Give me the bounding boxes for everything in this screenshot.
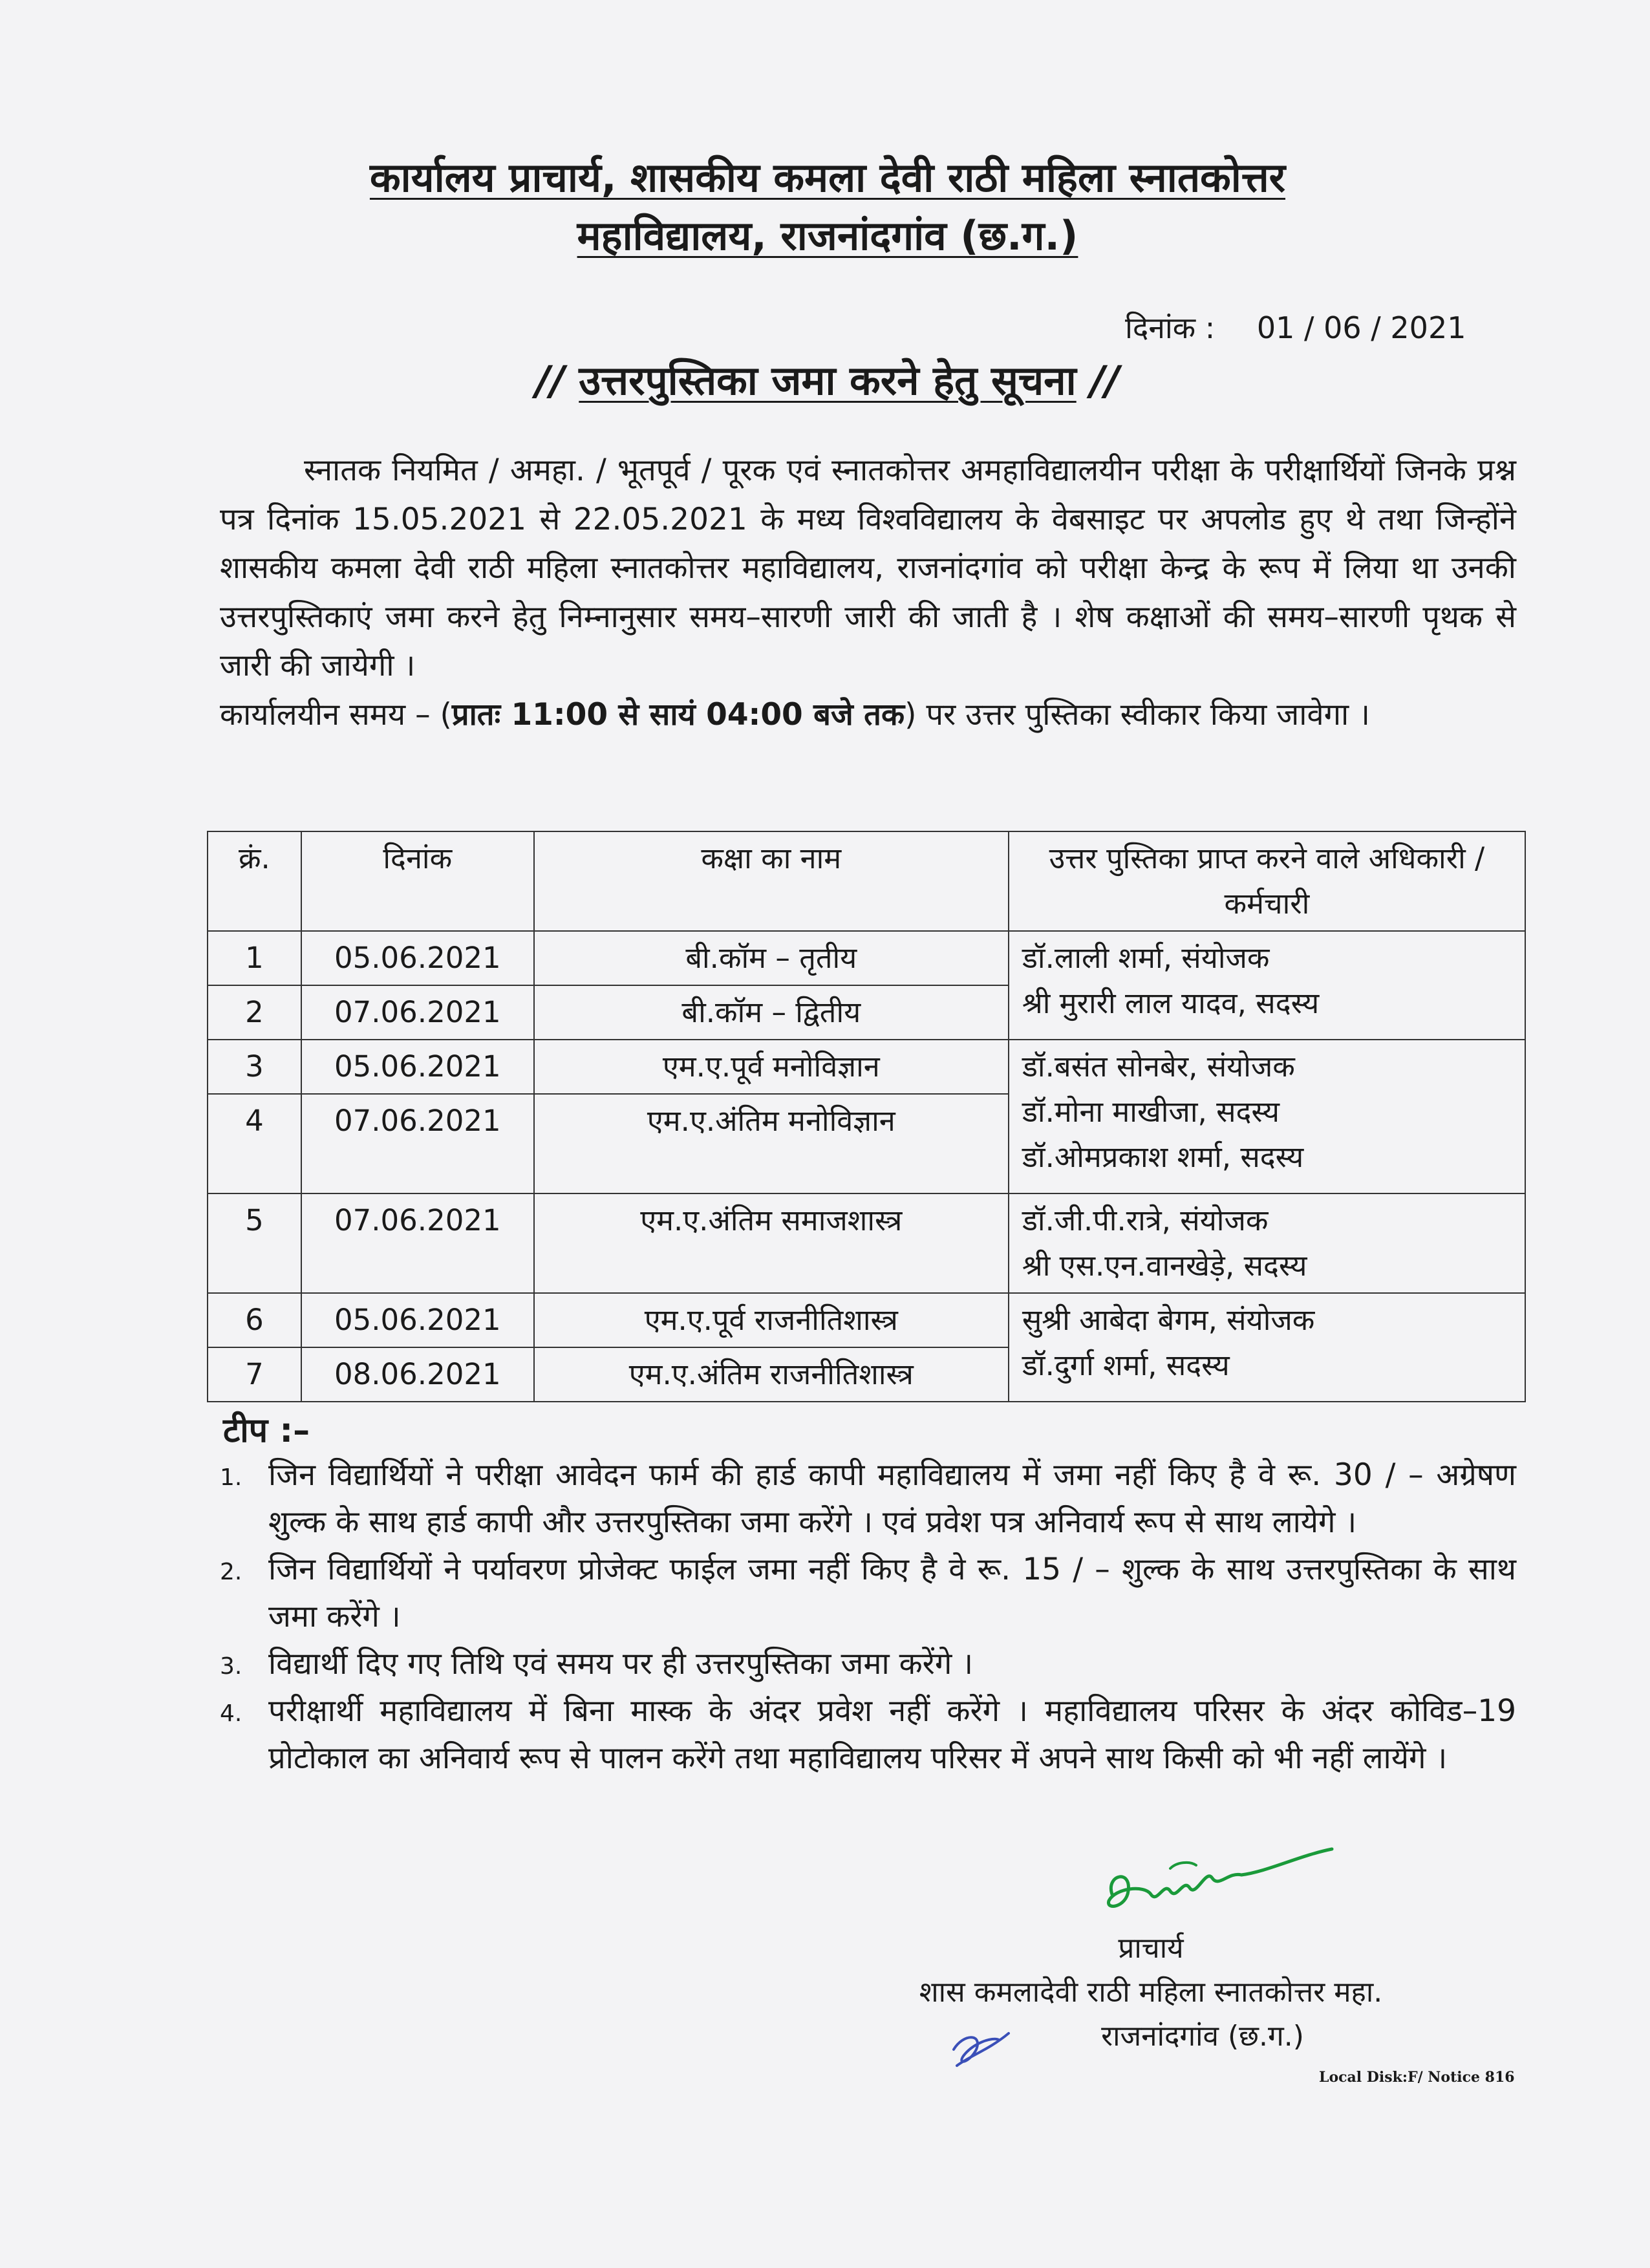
body-paragraph-1: [220, 446, 1516, 690]
row-class: एम.ए.पूर्व राजनीतिशास्त्र: [534, 1293, 1009, 1347]
header-class: कक्षा का नाम: [534, 831, 1009, 931]
officer-name: डॉ.बसंत सोनबेर, संयोजक: [1022, 1049, 1295, 1084]
date-value: 01 / 06 / 2021: [1256, 310, 1466, 345]
row-serial: 1: [208, 931, 301, 985]
tip-number: 3.: [220, 1653, 242, 1680]
tip-number: 2.: [220, 1559, 242, 1585]
list-item: [220, 1687, 1516, 1782]
schedule-table: [207, 831, 1526, 1402]
officer-name: डॉ.लाली शर्मा, संयोजक: [1022, 941, 1270, 975]
officer-name: डॉ.दुर्गा शर्मा, सदस्य: [1022, 1348, 1230, 1382]
office-hours-prefix: कार्यालयीन समय – (: [220, 696, 452, 733]
office-header: [194, 149, 1461, 265]
table-row: [208, 1040, 1525, 1094]
row-date: 05.06.2021: [301, 1040, 534, 1094]
tip-number: 1.: [220, 1464, 242, 1491]
row-date: 07.06.2021: [301, 1193, 534, 1293]
title-slash-open: //: [535, 357, 565, 404]
office-hours: प्रातः 11:00 से सायं 04:00 बजे तक: [451, 696, 905, 733]
title-slash-close: //: [1090, 357, 1120, 404]
officer-name: श्री मुरारी लाल यादव, सदस्य: [1022, 986, 1320, 1020]
header-line-1: कार्यालय प्राचार्य, शासकीय कमला देवी राठी महिला स्नातकोत्तर: [369, 154, 1286, 201]
officer-cell: [1009, 1293, 1525, 1402]
row-class: बी.कॉम – द्वितीय: [534, 985, 1009, 1040]
table-row: [208, 1193, 1525, 1293]
date-label: दिनांक :: [1125, 310, 1216, 345]
notice-title: [194, 352, 1461, 407]
tip-text: जिन विद्यार्थियों ने पर्यावरण प्रोजेक्ट फाईल जमा नहीं किए है वे रू. 15 / – शुल्क के साथ उत्तरपुस्तिका के साथ जमा करेंगे ।: [268, 1552, 1516, 1634]
row-date: 08.06.2021: [301, 1347, 534, 1402]
notice-body: [220, 446, 1516, 739]
tip-text: जिन विद्यार्थियों ने परीक्षा आवेदन फार्म की हार्ड कापी महाविद्यालय में जमा नहीं किए है वे रू. 30 / – अग्रेषण शुल्क के साथ हार्ड कापी और उत्तरपुस्तिका जमा करेंगे । एवं प्रवेश पत्र अनिवार्य रूप से साथ लायेगे ।: [268, 1457, 1516, 1540]
office-hours-suffix: ) पर उत्तर पुस्तिका स्वीकार किया जावेगा ।: [905, 696, 1370, 733]
row-date: 05.06.2021: [301, 1293, 534, 1347]
notice-date: [1125, 307, 1513, 347]
tips-list: [220, 1451, 1516, 1782]
officer-name: सुश्री आबेदा बेगम, संयोजक: [1022, 1303, 1315, 1337]
header-line-2: महाविद्यालय, राजनांदगांव (छ.ग.): [577, 212, 1078, 259]
table-row: [208, 1293, 1525, 1347]
body-paragraph-2: [220, 690, 1516, 740]
row-class: एम.ए.अंतिम मनोविज्ञान: [534, 1094, 1009, 1193]
title-text: उत्तरपुस्तिका जमा करने हेतु सूचना: [579, 357, 1077, 404]
list-item: [220, 1640, 1516, 1687]
officer-cell: [1009, 931, 1525, 1040]
officer-name: डॉ.ओमप्रकाश शर्मा, सदस्य: [1022, 1140, 1304, 1174]
row-class: एम.ए.अंतिम समाजशास्त्र: [534, 1193, 1009, 1293]
officer-name: डॉ.मोना माखीजा, सदस्य: [1022, 1095, 1280, 1129]
list-item: [220, 1546, 1516, 1640]
row-serial: 7: [208, 1347, 301, 1402]
officer-name: डॉ.जी.पी.रात्रे, संयोजक: [1022, 1203, 1269, 1237]
row-date: 05.06.2021: [301, 931, 534, 985]
table-header-row: [208, 831, 1525, 931]
officer-name: श्री एस.एन.वानखेड़े, सदस्य: [1022, 1248, 1307, 1283]
principal-signature: [1093, 1843, 1338, 1927]
tip-number: 4.: [220, 1700, 242, 1727]
header-date: दिनांक: [301, 831, 534, 931]
row-class: बी.कॉम – तृतीय: [534, 931, 1009, 985]
row-serial: 3: [208, 1040, 301, 1094]
row-serial: 6: [208, 1293, 301, 1347]
signatory-designation: प्राचार्य: [1118, 1932, 1184, 1965]
tips-heading: टीप :–: [223, 1411, 310, 1450]
header-officer: उत्तर पुस्तिका प्राप्त करने वाले अधिकारी / कर्मचारी: [1009, 831, 1525, 931]
row-serial: 5: [208, 1193, 301, 1293]
signatory-institution: शास कमलादेवी राठी महिला स्नातकोत्तर महा.: [919, 1976, 1383, 2009]
officer-cell: [1009, 1040, 1525, 1193]
tip-text: परीक्षार्थी महाविद्यालय में बिना मास्क के अंदर प्रवेश नहीं करेंगे । महाविद्यालय परिसर के अंदर कोविड–19 प्रोटोकाल का अनिवार्य रूप से पालन करेंगे तथा महाविद्यालय परिसर में अपने साथ किसी को भी नहीं लायेंगे ।: [268, 1693, 1516, 1776]
table-row: [208, 931, 1525, 985]
header-serial: क्रं.: [208, 831, 301, 931]
row-date: 07.06.2021: [301, 1094, 534, 1193]
list-item: [220, 1451, 1516, 1546]
row-class: एम.ए.अंतिम राजनीतिशास्त्र: [534, 1347, 1009, 1402]
initials-mark: [944, 2020, 1015, 2072]
body-paragraph-1-text: स्नातक नियमित / अमहा. / भूतपूर्व / पूरक एवं स्नातकोत्तर अमहाविद्यालयीन परीक्षा के परीक्षार्थियों जिनके प्रश्न पत्र दिनांक 15.05.2021 से 22.05.2021 के मध्य विश्वविद्यालय के वेबसाइट पर अपलोड हुए थे तथा जिन्होंने शासकीय कमला देवी राठी महिला स्नातकोत्तर महाविद्यालय, राजनांदगांव को परीक्षा केन्द्र के रूप में लिया था उनकी उत्तरपुस्तिकाएं जमा करने हेतु निम्नानुसार समय–सारणी जारी की जाती है । शेष कक्षाओं की समय–सारणी पृथक से जारी की जायेगी ।: [220, 453, 1516, 683]
signatory-place: राजनांदगांव (छ.ग.): [1101, 2020, 1304, 2053]
row-date: 07.06.2021: [301, 985, 534, 1040]
file-reference: Local Disk:F/ Notice 816: [1319, 2069, 1515, 2086]
tip-text: विद्यार्थी दिए गए तिथि एवं समय पर ही उत्तरपुस्तिका जमा करेंगे ।: [268, 1646, 974, 1682]
signature-block: [841, 1927, 1461, 2059]
row-serial: 2: [208, 985, 301, 1040]
officer-cell: [1009, 1193, 1525, 1293]
row-class: एम.ए.पूर्व मनोविज्ञान: [534, 1040, 1009, 1094]
row-serial: 4: [208, 1094, 301, 1193]
